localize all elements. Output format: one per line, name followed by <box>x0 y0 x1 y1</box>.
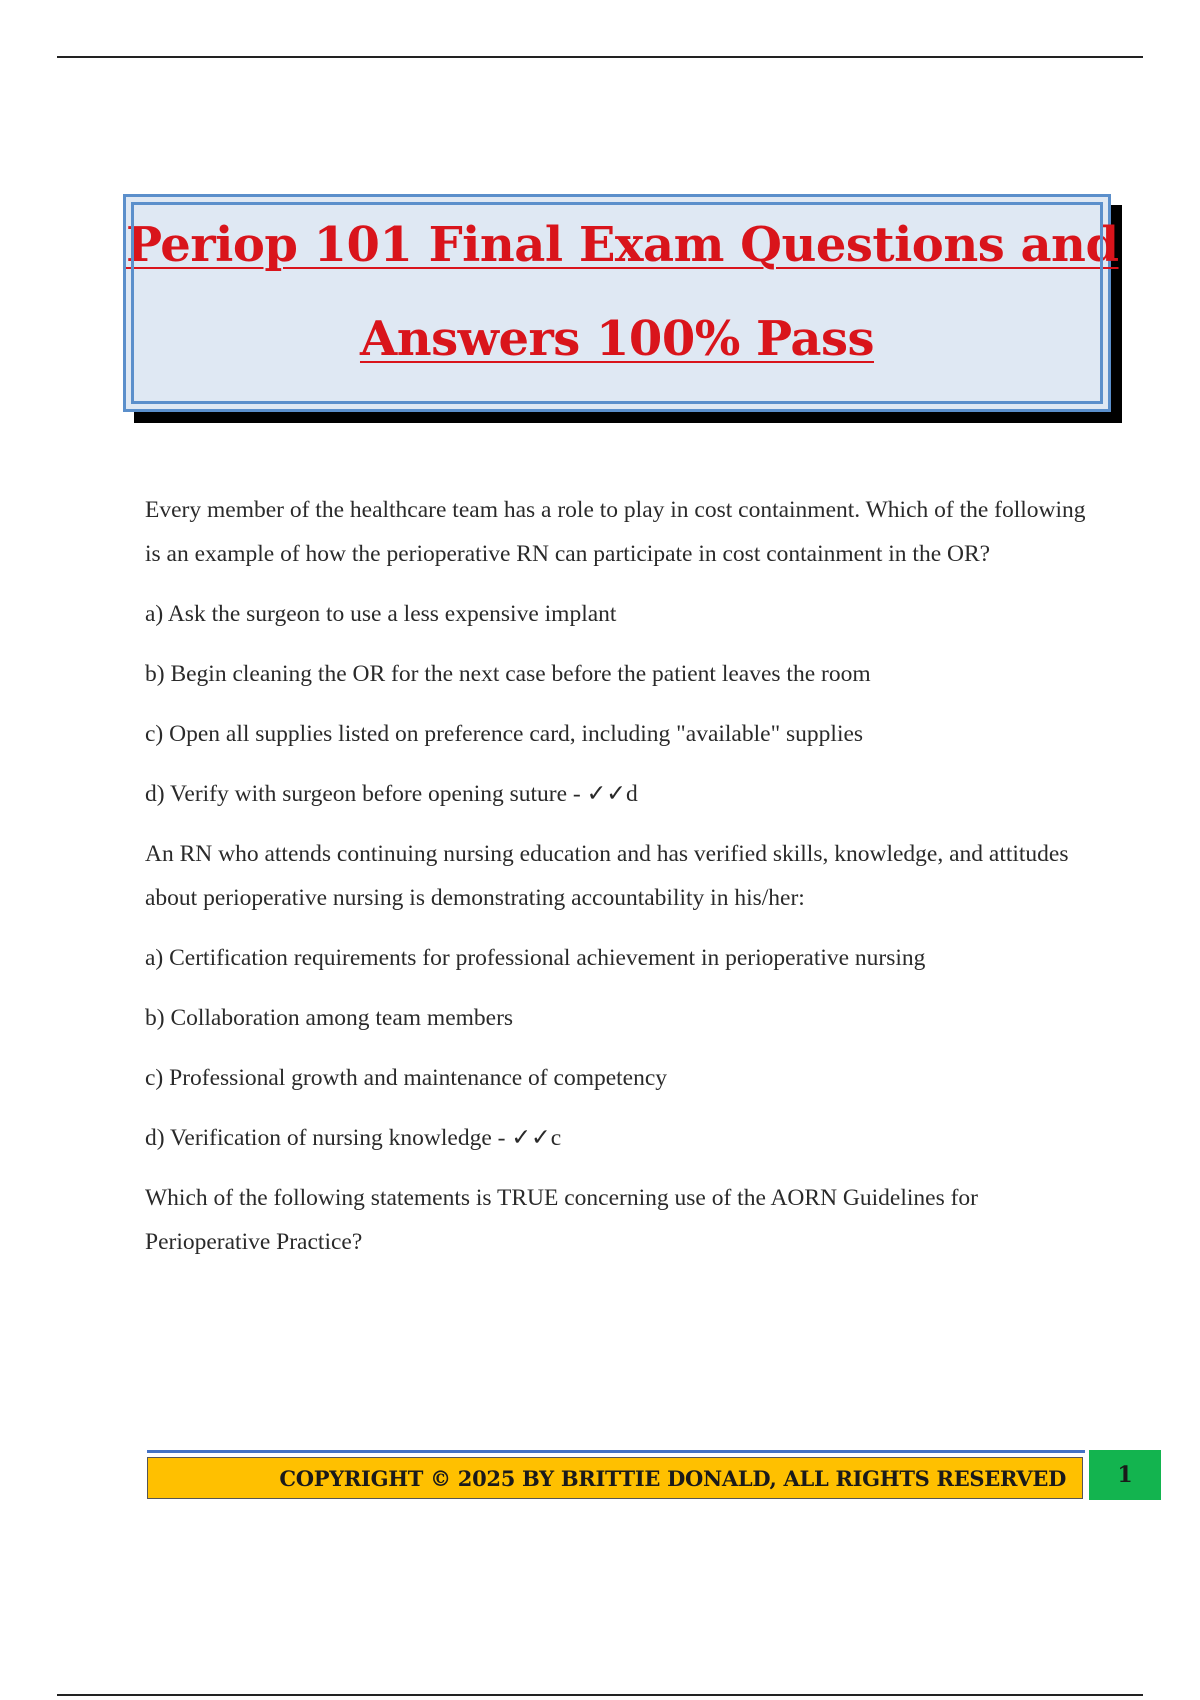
question-1-option-d: d) Verify with surgeon before opening suture - ✓✓d <box>145 781 638 807</box>
footer-bar <box>147 1457 1083 1499</box>
question-2-text: An RN who attends continuing nursing education and has verified skills, knowledge, and attitudes about perioperative nursing is demonstrating accountability in his/her: <box>145 841 1069 911</box>
question-2-option-b: b) Collaboration among team members <box>145 1005 514 1031</box>
footer-rule <box>147 1450 1085 1453</box>
question-3-text: Which of the following statements is TRUE concerning use of the AORN Guidelines for Perioperative Practice? <box>145 1185 978 1255</box>
top-rule <box>57 56 1143 58</box>
title-line-2: Answers 100% Pass <box>359 311 874 367</box>
copyright-text: COPYRIGHT © 2025 BY BRITTIE DONALD, ALL RIGHTS RESERVED <box>279 1466 1066 1491</box>
document-body <box>145 488 1095 1280</box>
question-1-option-a: a) Ask the surgeon to use a less expensive implant <box>145 601 617 627</box>
question-1-option-c: c) Open all supplies listed on preference card, including "available" supplies <box>145 721 864 747</box>
page-number-badge: 1 <box>1089 1450 1161 1500</box>
title-line-1: Periop 101 Final Exam Questions and <box>126 217 1119 273</box>
question-1-option-b: b) Begin cleaning the OR for the next case before the patient leaves the room <box>145 661 871 687</box>
question-1-text: Every member of the healthcare team has a role to play in cost containment. Which of the following is an example of how the perioperative RN can participate in cost containment in the OR? <box>145 497 1086 567</box>
question-2-option-d: d) Verification of nursing knowledge - ✓✓c <box>145 1125 562 1151</box>
question-2-option-c: c) Professional growth and maintenance of competency <box>145 1065 668 1091</box>
bottom-rule <box>57 1694 1143 1696</box>
title-box <box>123 194 1119 412</box>
question-2-option-a: a) Certification requirements for professional achievement in perioperative nursing <box>145 945 926 971</box>
